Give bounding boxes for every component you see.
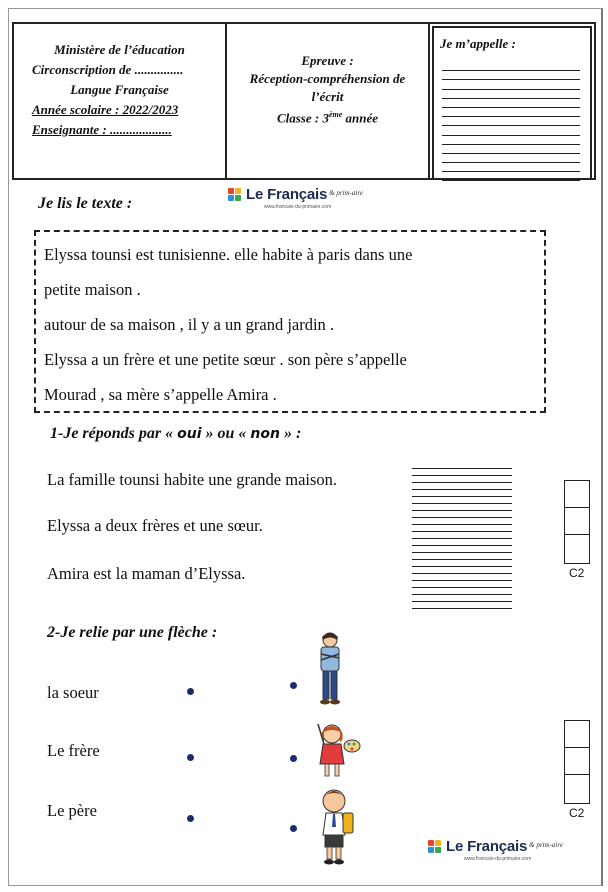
logo-brand: Le Français <box>446 838 528 855</box>
site-logo <box>228 186 363 210</box>
q1-heading: 1-Je réponds par « oui » ou « non » : <box>50 425 302 442</box>
reading-line: petite maison . <box>44 280 141 299</box>
test-label: Epreuve : <box>301 53 354 68</box>
reading-heading: Je lis le texte : <box>38 195 133 212</box>
name-box <box>432 26 592 180</box>
word-dot[interactable] <box>187 754 194 761</box>
reading-line: Elyssa a un frère et une petite sœur . son père s’appelle <box>44 350 407 369</box>
picture-dot[interactable] <box>290 682 297 689</box>
q2-word: Le père <box>47 801 97 820</box>
word-dot[interactable] <box>187 815 194 822</box>
blocks-icon <box>228 188 242 202</box>
q2-heading: 2-Je relie par une flèche : <box>47 624 218 641</box>
header-school-info <box>14 24 227 178</box>
q2-word: Le frère <box>47 741 100 760</box>
logo-suffix: & prim-aire <box>529 841 563 849</box>
name-label: Je m’appelle : <box>440 36 516 51</box>
q1-statement: Amira est la maman d’Elyssa. <box>47 564 246 583</box>
q1-score-boxes[interactable] <box>564 480 590 564</box>
girl-painter-icon <box>312 720 362 780</box>
man-figure-icon <box>312 630 348 708</box>
oui-word: oui <box>177 426 202 442</box>
teacher: Enseignante : ................... <box>32 122 172 137</box>
reading-line: Mourad , sa mère s’appelle Amira . <box>44 385 277 404</box>
subject: Langue Française <box>70 82 169 97</box>
q2-word: la soeur <box>47 683 99 702</box>
q1-criterion: C2 <box>569 566 585 580</box>
word-dot[interactable] <box>187 688 194 695</box>
picture-dot[interactable] <box>290 755 297 762</box>
logo-url: www.francais-du-primaire.com <box>264 204 332 210</box>
non-word: non <box>250 426 280 442</box>
q1-answer-lines[interactable] <box>412 462 512 609</box>
reading-line: Elyssa tounsi est tunisienne. elle habite à paris dans une <box>44 245 413 264</box>
q1-statement: Elyssa a deux frères et une sœur. <box>47 516 263 535</box>
class-label: Classe : 3ème année <box>276 110 379 126</box>
logo-url: www.francais-du-primaire.com <box>464 856 532 862</box>
blocks-icon <box>428 840 442 854</box>
school-year: Année scolaire : 2022/2023 <box>32 102 179 117</box>
q2-score-boxes[interactable] <box>564 720 590 804</box>
reading-line: autour de sa maison , il y a un grand jardin . <box>44 315 335 334</box>
circonscription: Circonscription de ............... <box>32 62 184 77</box>
header-table <box>12 22 596 180</box>
logo-suffix: & prim-aire <box>329 189 363 197</box>
q1-statement: La famille tounsi habite une grande maison. <box>47 470 338 489</box>
test-title: Réception-compréhension de l’écrit <box>249 71 406 104</box>
ministry: Ministère de l’éducation <box>54 42 185 57</box>
site-logo-bottom <box>428 838 563 862</box>
q2-criterion: C2 <box>569 806 585 820</box>
reading-text-box <box>34 230 546 413</box>
picture-dot[interactable] <box>290 825 297 832</box>
schoolboy-icon <box>312 785 356 867</box>
logo-brand: Le Français <box>246 186 328 203</box>
name-writing-lines[interactable] <box>442 62 580 181</box>
header-test-info <box>227 24 430 178</box>
